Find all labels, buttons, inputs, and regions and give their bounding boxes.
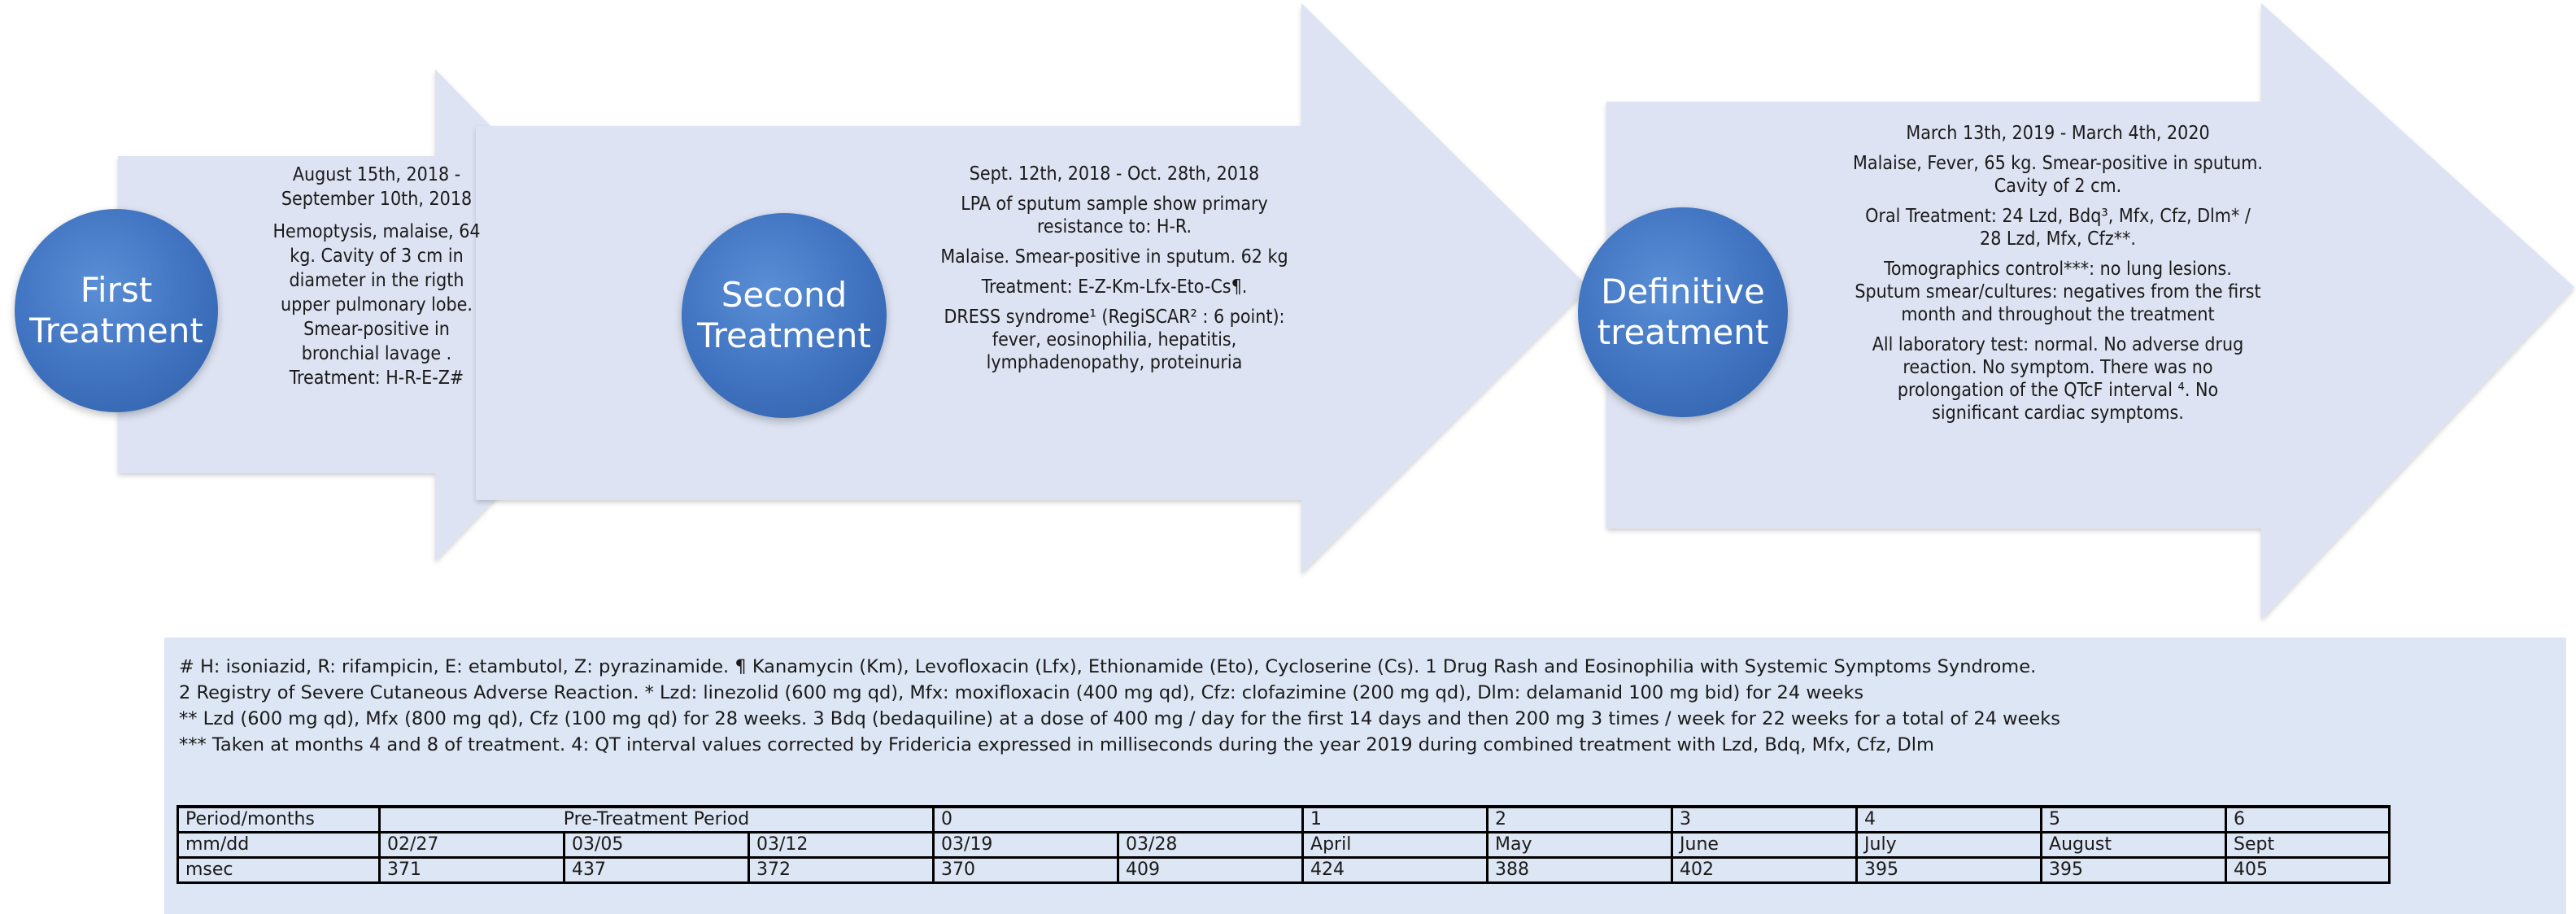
month-cell: 3 xyxy=(1672,807,1857,833)
stage-circle-second xyxy=(682,213,887,418)
detail-paragraph xyxy=(1822,122,2294,145)
qtcf-msec-table xyxy=(177,805,2391,884)
stage-title-line: Second xyxy=(721,275,848,315)
stage-title-line: Treatment xyxy=(697,316,871,355)
detail-line: prolongation of the QTcF interval ⁴. No xyxy=(1897,380,2219,401)
detail-line: upper pulmonary lobe. xyxy=(281,294,473,316)
detail-line: DRESS syndrome¹ (RegiSCAR² : 6 point): xyxy=(944,307,1285,328)
msec-cell: 395 xyxy=(2042,858,2226,883)
date-cell: July xyxy=(1857,833,2042,858)
stage-title-line: First xyxy=(80,270,153,310)
date-cell: June xyxy=(1672,833,1857,858)
detail-line: September 10th, 2018 xyxy=(281,189,473,210)
msec-cell: 371 xyxy=(380,858,564,883)
date-cell: August xyxy=(2042,833,2226,858)
date-cell: 02/27 xyxy=(380,833,564,858)
stage-circle-first xyxy=(15,209,218,412)
stage-title-line: Definitive xyxy=(1601,272,1765,311)
date-cell: 03/28 xyxy=(1118,833,1303,858)
detail-line: resistance to: H-R. xyxy=(1036,216,1192,237)
row-header: Period/months xyxy=(178,807,380,833)
detail-line: Treatment: E-Z-Km-Lfx-Eto-Cs¶. xyxy=(981,276,1248,298)
detail-line: Treatment: H-R-E-Z# xyxy=(289,368,464,389)
detail-line: Cavity of 2 cm. xyxy=(1994,176,2122,197)
detail-line: fever, eosinophilia, hepatitis, xyxy=(992,329,1237,350)
table-row xyxy=(178,807,2390,833)
msec-cell: 388 xyxy=(1488,858,1672,883)
detail-line: 28 Lzd, Mfx, Cfz**. xyxy=(1980,228,2136,250)
detail-line: Oral Treatment: 24 Lzd, Bdq³, Mfx, Cfz, Dlm* / xyxy=(1865,206,2251,227)
detail-line: Sept. 12th, 2018 - Oct. 28th, 2018 xyxy=(969,163,1260,185)
detail-paragraph xyxy=(1822,258,2294,326)
msec-cell: 372 xyxy=(749,858,934,883)
row-header: mm/dd xyxy=(178,833,380,858)
footnote-line: *** Taken at months 4 and 8 of treatment. 4: QT interval values corrected by Fridericia expressed in milliseconds during the year 2019 during combined treatment with Lzd, Bdq, Mfx, Cfz, Dlm xyxy=(179,734,1934,755)
stage-title-line: Treatment xyxy=(29,311,203,350)
footnote-line: 2 Registry of Severe Cutaneous Adverse Reaction. * Lzd: linezolid (600 mg qd), Mfx: moxifloxacin (400 mg qd), Cfz: clofazimine (200 mg qd), Dlm: delamanid 100 mg bid) for 24 weeks xyxy=(179,682,1864,703)
detail-line: reaction. No symptom. There was no xyxy=(1903,357,2213,378)
month-cell: 4 xyxy=(1857,807,2042,833)
detail-line: kg. Cavity of 3 cm in xyxy=(290,246,464,267)
month-cell: 5 xyxy=(2042,807,2226,833)
msec-cell: 437 xyxy=(564,858,749,883)
detail-line: March 13th, 2019 - March 4th, 2020 xyxy=(1906,123,2210,144)
detail-line: bronchial lavage . xyxy=(301,343,452,364)
stage-circle-definitive xyxy=(1578,207,1788,417)
detail-line: All laboratory test: normal. No adverse drug xyxy=(1872,334,2244,355)
pre-treatment-header: Pre-Treatment Period xyxy=(380,807,934,833)
second-treatment-details xyxy=(895,163,1334,381)
detail-line: Hemoptysis, malaise, 64 xyxy=(272,221,481,242)
detail-paragraph xyxy=(1822,205,2294,250)
month-cell: 0 xyxy=(934,807,1303,833)
msec-cell: 424 xyxy=(1303,858,1488,883)
detail-line: LPA of sputum sample show primary xyxy=(961,194,1268,215)
date-cell: April xyxy=(1303,833,1488,858)
detail-line: August 15th, 2018 - xyxy=(292,164,461,185)
footnote-line: ** Lzd (600 mg qd), Mfx (800 mg qd), Cfz (100 mg qd) for 28 weeks. 3 Bdq (bedaquiline) at a dose of 400 mg / day for the first 14 days and then 200 mg 3 times / week for 22 weeks for a total of 24 weeks xyxy=(179,708,2060,729)
detail-line: Tomographics control***: no lung lesions. xyxy=(1884,259,2232,280)
detail-paragraph xyxy=(1822,333,2294,424)
month-cell: 2 xyxy=(1488,807,1672,833)
date-cell: 03/12 xyxy=(749,833,934,858)
msec-cell: 370 xyxy=(934,858,1118,883)
detail-line: Sputum smear/cultures: negatives from the first xyxy=(1855,281,2261,302)
table-row xyxy=(178,833,2390,858)
detail-line: significant cardiac symptoms. xyxy=(1932,403,2184,424)
date-cell: 03/19 xyxy=(934,833,1118,858)
footnote-line: # H: isoniazid, R: rifampicin, E: etambutol, Z: pyrazinamide. ¶ Kanamycin (Km), Levofloxacin (Lfx), Ethionamide (Eto), Cycloserine (Cs). 1 Drug Rash and Eosinophilia with Systemic Symptoms Syndrome. xyxy=(179,656,2037,677)
detail-line: month and throughout the treatment xyxy=(1901,304,2215,325)
detail-paragraph xyxy=(1822,152,2294,198)
row-header: msec xyxy=(178,858,380,883)
detail-paragraph xyxy=(895,163,1334,185)
detail-line: diameter in the rigth xyxy=(289,270,464,291)
month-cell: 1 xyxy=(1303,807,1488,833)
detail-line: Malaise, Fever, 65 kg. Smear-positive in sputum. xyxy=(1853,153,2263,174)
detail-paragraph xyxy=(895,306,1334,374)
detail-paragraph xyxy=(895,193,1334,238)
msec-cell: 395 xyxy=(1857,858,2042,883)
definitive-treatment-details xyxy=(1822,122,2294,432)
date-cell: 03/05 xyxy=(564,833,749,858)
detail-line: Smear-positive in xyxy=(303,319,450,340)
table-row xyxy=(178,858,2390,883)
msec-cell: 409 xyxy=(1118,858,1303,883)
detail-paragraph xyxy=(895,276,1334,298)
date-cell: Sept xyxy=(2226,833,2390,858)
detail-paragraph xyxy=(895,246,1334,268)
detail-line: lymphadenopathy, proteinuria xyxy=(986,352,1243,373)
msec-cell: 402 xyxy=(1672,858,1857,883)
detail-line: Malaise. Smear-positive in sputum. 62 kg xyxy=(940,246,1288,268)
date-cell: May xyxy=(1488,833,1672,858)
msec-cell: 405 xyxy=(2226,858,2390,883)
stage-title-line: treatment xyxy=(1597,312,1769,352)
first-treatment-details xyxy=(242,163,511,390)
month-cell: 6 xyxy=(2226,807,2390,833)
